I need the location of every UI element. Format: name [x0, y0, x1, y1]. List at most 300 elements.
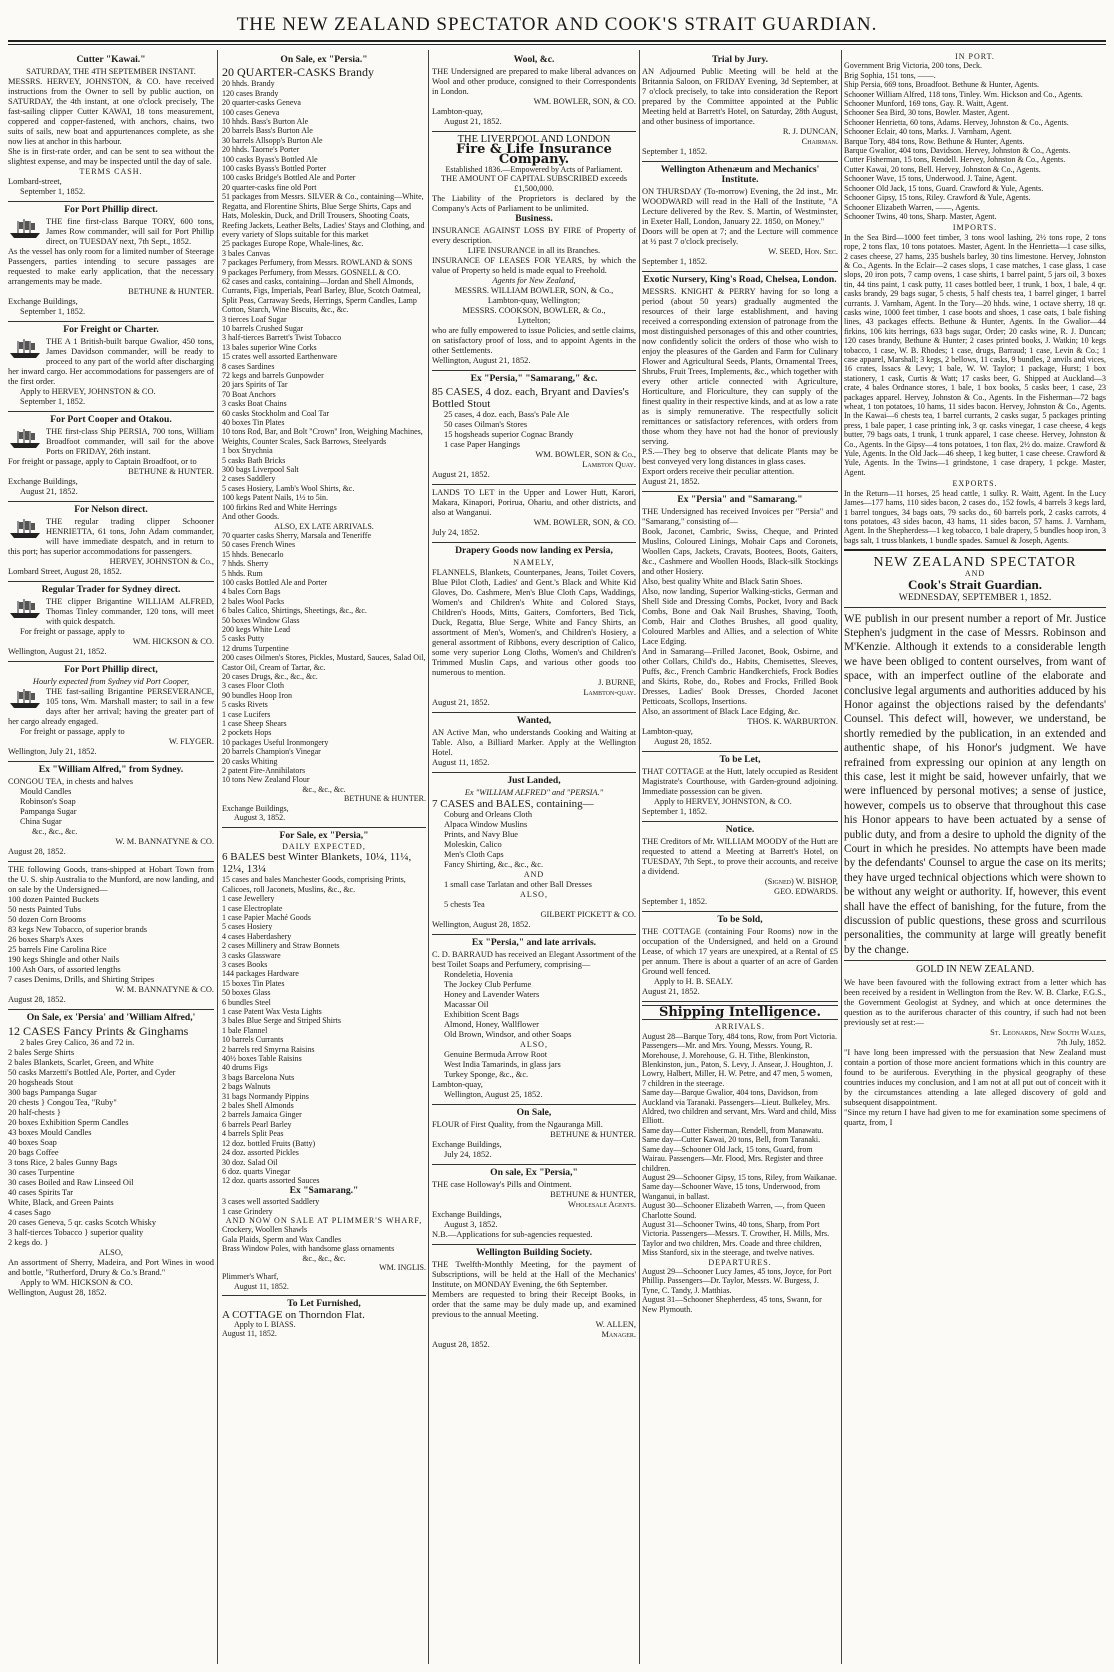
- list-item: 2 bales Wool Packs: [222, 596, 285, 606]
- list-item: 1 case Electroplate: [222, 903, 283, 913]
- in-port-list: [844, 61, 1106, 221]
- list-item: 6 doz. quarts Vinegar: [222, 1166, 291, 1176]
- list-item: 5 casks Putty: [222, 634, 265, 644]
- advert-body: ON THURSDAY (To-morrow) Evening, the 2d inst., Mr. WOODWARD will read in the Hall of the Institute, "A Lecture delivered by the Rev. S. Martin, of Westminster, in Exeter Hall, London, January 22. 1850, on Money.": [642, 187, 838, 226]
- list-item: Moleskin, Calico: [444, 840, 502, 850]
- list-item: 2 bales Shell Almonds: [222, 1101, 294, 1111]
- section-title: Shipping Intelligence.: [642, 1005, 838, 1020]
- list-item: 2 patent Fire-Annihilators: [222, 766, 306, 776]
- list-item: And other Goods.: [222, 512, 280, 522]
- imports-text: In the Sea Bird—1000 feet timber, 3 tons wool lashing, 2½ tons rope, 2 tons rope, 2 tons flax, 10 tons potatoes. Master, Agent. In the Henrietta—1 case silks, 2 cases cheese, 27 hams, 235 bushels barley, 30 tins limestone. Hervey, Johnston & Co., Agents. In the Eclair—2 cases slops, 1 case matches, 1 case glass, 1 case slops, 20 iron pots, 7 camp ovens, 1 case shirts, 1 barrel paint, 5 jars oil, 3 boxes tin, 44 tins paint, 1 cask putty, 11 cases bottled beer, 1 trunk, 1 box, 1 bale, 4 qr. casks brandy, 29 bags sugar, 5 chests, 5 half chests tea, 1 barrel ginger, 1 barrel currants. J. Varnham, Agent. In the Tory—20 hhds. wine, 1 octave sherry, 18 qr. casks wine, 1000 feet timber, 1 case boots and shoes, 1 case oats, 1 bale fishing lines, 43 packages effects. Bethune & Hunter, Agents. In the Gwalior—44 firkins, 106 kits herrings, 633 bags sugar, Order; 20 casks wine, R. J. Duncan; 120 cases brandy, Bethune & Hunter; 2 cases printed books, J. Watkin; 10 kegs tobacco, 1 case, W. B. Rhodes; 1 case, drugs, Barraud; 1 case, Levin & Co.; 1 case apparel, Marshall; 3 kegs, 2 bellows, 11 casks, 9 bundles, 2 anvils and vices, 16 crates, Issacs & Levy; 1 bale, W. W. Taylor; 1 package, Hurst; 1 box stationery, 1 cask, Curtis & Watt; 17 casks beer, G. Shipped at Auckland—3 crate, 4 bales Ordnance stores, 1 bale, 1 box books, 5 casks beer, 1 case, 23 packages apparel. Hervey, Johnston & Co., Agents. In the Fisherman—72 bags wheat, 1 ton potatoes, 10 hams, 11 sides bacon. Hervey, Johnston & Co., Agents. In the Kawai—6 chests tea, 1 barrel currants, 2 casks sugar, 5 packages printing press, 1 bale paper, 1 case printing ink, 3 qr. casks vinegar, 1 case cheese, 4 kegs butter, 79 bags oats, 1 trunk, 1 trunk apparel, 1 case cheese. Hervey, Johnston & Co., Agents. In the Gipsy—4 tons potatoes, 1 ton flax, 2½ do. maize. Crawford & Yule, Agents. In the Old Jack—46 sheep, 1 keg butter, 1 case cheese. Crawford & Yule, Agents. In the Twins—1 grindstone, 1 case drapery, 1 pckge. Master, Agent.: [844, 232, 1106, 477]
- list-item: Same day—Barque Gwalior, 404 tons, Davidson, from Auckland via Taranaki. Passengers—Lieut. Bulkeley, Mrs. Aldred, two children and servant, Mrs. Ward and child, Miss Elliott.: [642, 1088, 837, 1126]
- list-item: 50 dozen Corn Brooms: [8, 915, 86, 924]
- masthead-rule-thin: [8, 44, 1106, 45]
- advert-also: ALSO, EX LATE ARRIVALS.: [274, 521, 374, 531]
- advert-established: Established 1836.—Empowered by Acts of Parliament.: [445, 165, 623, 174]
- advert-notice: [642, 822, 838, 912]
- advert-title: For Nelson direct.: [74, 504, 148, 515]
- list-item: Prints, and Navy Blue: [444, 830, 518, 840]
- list-item: 2 barrels red Smyrna Raisins: [222, 1044, 315, 1054]
- list-item: Government Brig Victoria, 200 tons, Deck.: [844, 61, 983, 71]
- list-item: 100 casks Byass's Bottled Porter: [222, 164, 327, 174]
- advert-address: Lambton-quay,: [642, 727, 693, 736]
- list-item: 10 packages Useful Ironmongery: [222, 737, 329, 747]
- advert-address: Exchange Buildings,: [8, 297, 78, 306]
- advert-dated: August 21, 1852.: [20, 487, 78, 496]
- column-5: [844, 52, 1106, 1664]
- list-item: 3 cases Floor Cloth: [222, 681, 284, 691]
- list-item: Pampanga Sugar: [20, 807, 77, 816]
- list-item: 3 tons Rice, 2 bales Gunny Bags: [8, 1158, 118, 1167]
- list-item: 200 kegs White Lead: [222, 624, 291, 634]
- list-item: 100 casks Bridge's Bottled Ale and Porter: [222, 173, 356, 183]
- list-item: Cutter Fisherman, 15 tons, Rendell. Hervey, Johnston & Co., Agents.: [844, 155, 1066, 165]
- advert-subtitle: NAMELY,: [513, 558, 555, 568]
- list-item: 70 quarter casks Sherry, Marsala and Teneriffe: [222, 530, 372, 540]
- advert-body: CONGOU TEA, in chests and halves: [8, 777, 133, 786]
- list-item: Robinson's Soap: [20, 797, 76, 806]
- advert-signature: Manager.: [601, 1330, 636, 1340]
- advert-title: To be Sold,: [717, 914, 763, 925]
- advert-address: Exchange Buildings,: [8, 477, 78, 486]
- list-item: 4 cases Haberdashery: [222, 931, 292, 941]
- list-item: Same day—Schooner Old Jack, 15 tons, Guard, from Wairau. Passengers—Mr. Flood, Mrs. Register and three children.: [642, 1144, 824, 1173]
- advert-address: Exchange Buildings,: [432, 1140, 502, 1150]
- section-subtitle: EXPORTS.: [952, 479, 998, 489]
- advert-dated: September 1, 1852.: [20, 307, 86, 316]
- letter-body: "Since my return I have had given to me for examination some specimens of quartz, from, I: [844, 1108, 1106, 1128]
- advert-building-society: [432, 1245, 636, 1354]
- advert-bottled-stout: [432, 371, 636, 485]
- advert-body: Export orders receive their peculiar attention.: [642, 467, 795, 476]
- advert-dated: July 24, 1852.: [432, 528, 480, 538]
- advert-dated: August 28, 1852.: [654, 737, 712, 746]
- list-item: 20 cases Drugs, &c., &c., &c.: [222, 672, 318, 681]
- advert-dated: August 21, 1852.: [432, 698, 490, 708]
- advert-dated: August 21, 1852.: [642, 987, 700, 996]
- advert-persia-blankets: [222, 828, 426, 1297]
- list-item: 1 case Papier Maché Goods: [222, 912, 311, 922]
- list-item: Barque Tory, 484 tons, Row. Bethune & Hunter, Agents.: [844, 136, 1025, 146]
- advert-dated: Wellington, August 21, 1852.: [432, 356, 531, 366]
- advert-title: Trial by Jury.: [711, 54, 769, 65]
- advert-sydney: [8, 582, 214, 662]
- list-item: 72 kegs and barrels Gunpowder: [222, 371, 324, 380]
- advert-etc: &c., &c., &c.: [302, 1253, 346, 1263]
- advert-flour: [432, 1105, 636, 1165]
- list-item: 7 cases Denims, Drills, and Shirting Stripes: [8, 975, 155, 984]
- advert-warburton: [642, 492, 838, 752]
- advert-body: FLOUR of First Quality, from the Ngauranga Mill.: [432, 1120, 603, 1130]
- advert-trial-by-jury: [642, 52, 838, 162]
- advert-body: AN Adjourned Public Meeting will be held at the Britannia Saloon, on FRIDAY Evening, 3d September, at 7 o'clock precisely, to take into consideration the Report prepared by the Committee appointed at the Public Meeting held at Barrett's Hotel, on Saturday, 28th August, and other business of importance.: [642, 67, 838, 126]
- list-item: 2 kegs do. }: [8, 1238, 49, 1247]
- advert-signature: J. BURNE,: [598, 678, 636, 688]
- advert-signature: GEO. EDWARDS.: [774, 887, 838, 896]
- advert-apply: Apply to WM. HICKSON & CO.: [20, 1278, 133, 1287]
- advert-body: As the vessel has only room for a limited number of Steerage Passengers, parties intending to secure passages are requested to make early application, that the necessary arrangements may be made.: [8, 247, 214, 286]
- list-item: Same day—Schooner Wave, 15 tons, Underwood, from Wanganui, in ballast.: [642, 1182, 821, 1201]
- list-item: 8 cases Sardines: [222, 361, 275, 371]
- list-item: 50 cases Oilman's Stores: [444, 420, 528, 430]
- advert-body: MESSRS. KNIGHT & PERRY having for so long a period (about 50 years) gradually augmented the resources of their large establishment, and having received a corresponding extension of patronage from the most distinguished personages of this and other countries, now confidently solicit the orders of those who wish to enjoy the pleasures of the Garden and Farm for Culinary Flower and Agricultural Seeds, Plants, Ornamental Trees, Shrubs, Fruit Trees, Implements, &c., which together with every other article connected with Agriculture, Horticulture, and Floriculture, they can supply of the finest quality in their respective kinds, and at as low a rate as is simply remunerative. The respectfully solicit remittances or satisfactory references, with orders from those whom they have not had the honor of previously serving.: [642, 287, 838, 446]
- list-item: 20 hogsheads Stout: [8, 1078, 74, 1087]
- advert-body: FLANNELS, Blankets, Counterpanes, Jeans, Toilet Covers, Blue Pilot Cloth, Ladies' and Gent.'s Black and White Kid Gloves, Do. Cashmere, Men's Blue Cloth Caps, Waddings, Women's and Children's White and Colored Stays, Children's Hoods, Mitts, Gaiters, Comforters, Bed Tick, Duck, Regatta, Blue Serge, White and Fancy Shirts, an assortment of Men's, Women's, and Children's Hosiery, a general assortment of Ribbons, every description of Calico, some very superior Long Cloths, Women's and Children's Trimmed Muslin Caps, and various other goods too numerous to mention.: [432, 568, 636, 678]
- advert-body: THE Twelfth-Monthly Meeting, for the payment of Subscriptions, will be held at the Hall of the Mechanics' Institute, on MONDAY Evening, the 6th September.: [432, 1260, 636, 1290]
- list-item: 40 boxes Soap: [8, 1138, 57, 1147]
- list-item: Honey and Lavender Waters: [444, 990, 540, 1000]
- advert-signature: W. M. BANNATYNE & CO.: [115, 837, 214, 846]
- list-item: 60 casks Stockholm and Coal Tar: [222, 408, 330, 418]
- advert-title: Notice.: [725, 824, 755, 835]
- list-item: 40 drums Figs: [222, 1063, 268, 1073]
- advert-body: The Liability of the Proprietors is declared by the Company's Acts of Parliament to be unlimited.: [432, 194, 636, 214]
- list-item: Same day—Cutter Fisherman, Rendell, from Manawatu.: [642, 1125, 824, 1135]
- advert-signature: WM. INGLIS.: [379, 1262, 426, 1272]
- advert-signature: WM. BOWLER, SON, & CO.: [533, 518, 636, 528]
- list-item: 100 Ash Oars, of assorted lengths: [8, 965, 121, 974]
- advert-lead: 6 BALES best Winter Blankets, 10¼, 11¼, 12¼, 13¼: [222, 851, 412, 876]
- list-item: Schooner Eclair, 40 tons, Marks. J. Varnham, Agent.: [844, 127, 1012, 137]
- advert-subtitle: AND NOW ON SALE AT PLIMMER'S WHARF,: [225, 1215, 423, 1225]
- advert-dated: August 11, 1852.: [234, 1281, 289, 1291]
- list-item: 2 barrels Jamaica Ginger: [222, 1110, 302, 1120]
- advert-dated: July 24, 1852.: [444, 1150, 492, 1160]
- advert-body: INSURANCE AGAINST LOSS BY FIRE of Property of every description.: [432, 226, 636, 246]
- advert-dated: August 11, 1852.: [432, 758, 490, 768]
- advert-date: SATURDAY, THE 4TH SEPTEMBER INSTANT.: [26, 67, 196, 76]
- list-item: Macassar Oil: [444, 1000, 489, 1010]
- advert-subtitle: Agents for New Zealand,: [492, 276, 576, 286]
- section-subtitle: IN PORT.: [955, 52, 995, 61]
- advert-body: THE COTTAGE (containing Four Rooms) now in the occupation of the Undersigned, and held on a Ground Lease, of which 17 years are unexpired, at a Rental of £5 per annum. There is about a quarter of an acre of Garden Ground well fenced.: [642, 927, 838, 976]
- advert-body: C. D. BARRAUD has received an Elegant Assortment of the best Toilet Soaps and Perfumery, comprising—: [432, 950, 636, 970]
- advert-subtitle: DAILY EXPECTED,: [282, 841, 366, 851]
- section-subtitle: ARRIVALS.: [715, 1022, 765, 1032]
- advert-body: THE Creditors of Mr. WILLIAM MOODY of the Hutt are requested to attend a Meeting at Barrett's Hotel, on TUESDAY, 7th Sept., to prove their accounts, and receive a dividend.: [642, 837, 838, 876]
- list-item: 83 kegs New Tobacco, of superior brands: [8, 925, 148, 934]
- advert-barraud: [432, 935, 636, 1105]
- list-item: 1 bale Flannel: [222, 1025, 268, 1035]
- list-item: Almond, Honey, Wallflower: [444, 1020, 539, 1030]
- list-item: Alpaca Window Muslins: [444, 820, 528, 830]
- list-item: 50 casks Marzetti's Bottled Ale, Porter, and Cyder: [8, 1068, 176, 1077]
- advert-dated: Wellington, August 28, 1852.: [8, 1288, 107, 1297]
- list-item: 15 crates well assorted Earthenware: [222, 352, 338, 362]
- advert-dated: August 21, 1852.: [444, 117, 502, 126]
- departures-list: [642, 1267, 838, 1314]
- list-item: Schooner Wave, 15 tons, Underwood. J. Taine, Agent.: [844, 174, 1017, 184]
- advert-dated: September 1, 1852.: [642, 897, 708, 906]
- advert-lead: 12 CASES Fancy Prints & Ginghams: [8, 1024, 189, 1038]
- list-item: 15 hogsheads superior Cognac Brandy: [444, 430, 574, 440]
- agent-address: Lambton-quay, Wellington;: [487, 296, 581, 306]
- column-rule: [639, 50, 640, 1664]
- goods-list: [222, 79, 426, 521]
- advert-wool: [432, 52, 636, 132]
- list-item: 70 Boat Anchors: [222, 389, 276, 399]
- list-item: 4 cases Sago: [8, 1208, 51, 1217]
- list-item: 20 bags Coffee: [8, 1148, 59, 1157]
- list-item: Same day—Cutter Kawai, 20 tons, Bell, from Taranaki.: [642, 1135, 821, 1145]
- letter-date: 7th July, 1852.: [1056, 1038, 1106, 1048]
- advert-signature: Chairman.: [801, 137, 838, 146]
- advert-body: Book, Jaconet, Cambric, Swiss, Cheque, and Printed Muslins, Coloured Linings, Mohair Caps and Coronets, Woollen Caps, Jackets, Cravats, Bootees, Boots, Gaiters, &c., Cashmere and Woollen Hoods, Black-silk Stockings and other Hosiery.: [642, 527, 838, 576]
- list-item: White, Black, and Green Paints: [8, 1198, 114, 1207]
- advert-title: For Port Phillip direct,: [64, 664, 158, 675]
- list-item: Schooner Gipsy, 15 tons, Riley. Crawford & Yule, Agents.: [844, 193, 1031, 203]
- list-item: 1 case Patent Wax Vesta Lights: [222, 1007, 322, 1016]
- advert-charter: [8, 322, 214, 412]
- list-item: 5 cases Hosiery: [222, 922, 273, 932]
- ship-icon: [8, 687, 42, 709]
- editorial-body: We have been favoured with the following extract from a letter which has been received by a resident in Wellington from the Rev. W. B. Clarke, F.G.S., the Government Geologist at Sydney, and which at once determines the question as to the auriferous character of this country, if such had not been previously set at rest:—: [844, 978, 1106, 1028]
- advert-subtitle: Ex "WILLIAM ALFRED" and "PERSIA.": [464, 788, 604, 798]
- list-item: Schooner Munford, 169 tons, Gay. R. Waitt, Agent.: [844, 99, 1009, 109]
- advert-hutt-cottage: [642, 752, 838, 822]
- list-item: 100 cases Geneva: [222, 107, 280, 117]
- letter-body: "I have long been impressed with the persuasion that New Zealand must contain a portion of those more ancient formations which in this country are found to be auriferous. Everything in the physical geography of these countries induces my conclusion, and I am not at all put out of conceit with it by the circumstances attending a late alleged discovery of gold and subsequent disappointment.: [844, 1048, 1106, 1108]
- list-item: 50 nests Painted Tubs: [8, 905, 81, 914]
- list-item: 5 hhds. Rum: [222, 568, 263, 578]
- list-item: 3 cases well assorted Saddlery: [222, 1197, 320, 1207]
- list-item: 2 cases Millinery and Straw Bonnets: [222, 941, 340, 951]
- list-item: 100 kegs Patent Nails, 1½ to 5in.: [222, 493, 328, 503]
- ship-icon: [8, 337, 42, 359]
- list-item: 4 barrels Split Peas: [222, 1129, 284, 1139]
- list-item: 2 cases Saddlery: [222, 474, 276, 484]
- advert-signature: BETHUNE & HUNTER.: [344, 794, 426, 804]
- advert-exotic-nursery: [642, 272, 838, 492]
- advert-terms: TERMS CASH.: [79, 167, 143, 176]
- advert-title: Regular Trader for Sydney direct.: [41, 584, 181, 595]
- list-item: 3 half-tierces Tobacco } superior quality: [8, 1228, 144, 1237]
- advert-also: ALSO,: [99, 1248, 123, 1257]
- column-rule: [217, 50, 218, 1664]
- list-item: Barque Gwalior, 404 tons, Davidson. Hervey, Johnston & Co., Agents.: [844, 146, 1071, 156]
- list-item: 24 doz. assorted Pickles: [222, 1148, 299, 1158]
- agent-name: MESSRS. WILLIAM BOWLER, SON, & Co.,: [454, 286, 614, 296]
- list-item: 12 doz. bottled Fruits (Batty): [222, 1138, 316, 1148]
- list-item: August 31—Schooner Twins, 40 tons, Sharp, from Port Victoria. Passengers—Messrs. T. Crowther, H. Mills, Mrs. Taylor and two children, Mrs. Coade and three children, Miss Stanford, six in the steerage, and twelve natives.: [642, 1219, 830, 1258]
- list-item: Exhibition Scent Bags: [444, 1010, 519, 1020]
- list-item: 3 casks Glassware: [222, 950, 281, 960]
- list-item: 3 cases Books: [222, 959, 268, 969]
- list-item: 1 case Lucifers: [222, 709, 271, 719]
- list-item: August 29—Schooner Lucy James, 45 tons, Joyce, for Port Phillip. Passengers—Dr. Taylor, Messrs. W. Burgess, J. Tyne, C. Tandy, J. Matthias.: [642, 1266, 832, 1295]
- list-item: Schooner Old Jack, 15 tons, Guard. Crawford & Yule, Agents.: [844, 183, 1044, 193]
- list-item: 7 hhds. Sherry: [222, 559, 269, 569]
- advert-signature: Lambton Quay.: [582, 460, 636, 470]
- advert-signature: W. M. BANNATYNE & CO.: [115, 985, 214, 994]
- list-item: Cutter Kawai, 20 tons, Bell. Hervey, Johnston & Co., Agents.: [844, 164, 1041, 174]
- list-item: 20 jars Spirits of Tar: [222, 380, 288, 390]
- list-item: 120 cases Brandy: [222, 88, 279, 98]
- advert-body: LIFE INSURANCE in all its Branches.: [467, 246, 601, 256]
- list-item: 20 hhds. Brandy: [222, 79, 275, 89]
- advert-title: Wanted,: [516, 715, 552, 727]
- advert-title: Exotic Nursery, King's Road, Chelsea, London.: [643, 274, 837, 285]
- list-item: 10 barrels Crushed Sugar: [222, 323, 304, 333]
- advert-title: Ex "William Alfred," from Sydney.: [38, 764, 184, 775]
- advert-title: To Let Furnished,: [287, 1298, 361, 1310]
- advert-body: Also, an assortment of Black Lace Edging, &c.: [642, 707, 801, 716]
- advert-and: AND: [523, 870, 545, 880]
- list-item: Schooner Elizabeth Warren, ——, Agents.: [844, 202, 980, 212]
- ship-icon: [8, 517, 42, 539]
- advert-address: Plimmer's Wharf,: [222, 1272, 279, 1282]
- advert-signature: BETHUNE & HUNTER,: [550, 1190, 636, 1200]
- list-item: 5 casks Bath Bricks: [222, 455, 286, 465]
- list-item: Turkey Sponge, &c., &c.: [444, 1070, 529, 1080]
- list-item: Crockery, Woollen Shawls: [222, 1225, 308, 1235]
- list-item: 3 tierces Loaf Sugar: [222, 314, 287, 324]
- advert-capital: THE AMOUNT OF CAPITAL SUBSCRIBED exceeds £1,500,000.: [440, 174, 628, 194]
- advert-body: THAT COTTAGE at the Hutt, lately occupied as Resident Magistrate's Courthouse, with Garden-ground adjoining. Immediate possession can be given.: [642, 767, 838, 796]
- advert-persia-brandy: [222, 52, 426, 828]
- advert-title: On sale, Ex "Persia,": [490, 1167, 578, 1179]
- list-item: 20 chests } Congou Tea, "Ruby": [8, 1098, 117, 1107]
- list-item: 20 casks Whiting: [222, 756, 278, 766]
- advert-body: For freight or passage, apply to Captain Broadfoot, or to: [8, 457, 197, 466]
- advert-signature: W. FLYGER.: [168, 737, 214, 746]
- list-item: 5 cases Hosiery, Lamb's Wool Shirts, &c.: [222, 483, 355, 493]
- advert-to-be-sold: [642, 912, 838, 1002]
- list-item: 20 half-chests }: [8, 1108, 61, 1117]
- list-item: August 29—Schooner Gipsy, 15 tons, Riley, from Waikanae.: [642, 1172, 837, 1182]
- advert-apply: Apply to HERVEY, JOHNSTON & CO.: [20, 387, 156, 396]
- section-subtitle: DEPARTURES.: [708, 1257, 772, 1267]
- advert-just-landed: [432, 773, 636, 935]
- advert-hobart: [8, 862, 214, 1010]
- shipping-in-port: [844, 52, 1106, 545]
- list-item: 2 pockets Hops: [222, 728, 272, 738]
- list-item: Ship Persia, 669 tons, Broadfoot. Bethune & Hunter, Agents.: [844, 80, 1039, 90]
- advert-title: For Freight or Charter.: [63, 324, 159, 335]
- list-item: 6 bales Calico, Shirtings, Sheetings, &c., &c.: [222, 606, 367, 616]
- advert-signature: (Signed) W. BISHOP,: [764, 877, 838, 886]
- advert-body: Members are requested to bring their Receipt Books, in order that the same may be duly made up, and examined previous to the annual Meeting.: [432, 1290, 636, 1320]
- advert-drapery: [432, 543, 636, 713]
- advert-title: THE LIVERPOOL AND LONDON: [457, 134, 611, 145]
- list-item: Schooner Henrietta, 60 tons, Adams. Hervey, Johnston & Co., Agents.: [844, 117, 1069, 127]
- advert-address: Lambton-quay,: [432, 107, 483, 116]
- list-item: Brig Sophia, 151 tons, ——.: [844, 70, 936, 80]
- advert-title: On Sale,: [516, 1107, 552, 1119]
- advert-body: She is in first-rate order, and can be sent to sea without the slightest expense, and may be inspected until the day of sale.: [8, 147, 214, 166]
- list-item: 4 bales Corn Bags: [222, 587, 281, 597]
- agent-address: Lyttelton;: [517, 316, 551, 326]
- column-4: [642, 52, 838, 1664]
- list-item: Old Brown, Windsor, and other Soaps: [444, 1030, 572, 1040]
- advert-subtitle: Ex "Samarang.": [289, 1184, 359, 1196]
- list-item: 6 bundles Steel: [222, 997, 271, 1007]
- list-item: 3 casks Boat Chains: [222, 399, 287, 409]
- list-item: Genuine Bermuda Arrow Root: [444, 1050, 548, 1060]
- advert-lands: [432, 485, 636, 543]
- list-item: 13 bales superior Wine Corks: [222, 342, 317, 352]
- advert-signature: HERVEY, JOHNSTON & Co.,: [109, 557, 214, 566]
- list-item: Fancy Shirting, &c., &c., &c.: [444, 860, 544, 870]
- advert-lead: 7 CASES and BALES, containing—: [432, 798, 594, 811]
- advert-body: Also, now landing, Superior Walking-sticks, German and Shell Side and Dressing Combs, Pocket, Ivory and Back Combs, Bone and Oak Nail Brushes, Shaving, Tooth, Comb, Hair and Clothes Brushes, all good quality, Coloured Marbles and Allies, and a selection of White Lace Edging.: [642, 587, 838, 646]
- advert-etc: &c., &c., &c.: [302, 784, 346, 794]
- advert-title: On Sale, ex "Persia.": [280, 54, 368, 65]
- masthead: THE NEW ZEALAND SPECTATOR AND COOK'S STRAIT GUARDIAN.: [236, 14, 878, 35]
- advert-title: Wellington Building Society.: [476, 1247, 592, 1259]
- advert-persia-alfred: [8, 1010, 214, 1302]
- list-item: 31 bags Normandy Pippins: [222, 1091, 309, 1101]
- advert-signature: WM. BOWLER, SON, & CO.: [533, 97, 636, 106]
- advert-body: who are fully empowered to issue Policies, and settle claims, on satisfactory proof of loss, and to appoint Agents in the other Settlements.: [432, 326, 636, 356]
- editorial: [844, 549, 1106, 1128]
- list-item: 30 barrels Allsopp's Burton Ale: [222, 135, 323, 145]
- editorial-body: WE publish in our present number a report of Mr. Justice Stephen's judgment in the case of Messrs. Robinson and M'Kenzie. Although it extends to a considerable length we have been obliged to content ourselves, from want of space, with an imperfect outline of the elaborate and conclusive legal arguments and authorities adduced by his Honor against the objections raised by the defendants' Counsel. This defect will, however, we understand, be shortly remedied by the publication, in an extended and authentic shape, of his Honor's judgment. We have refrained from expressing our opinion at any length on this case, lest it might be said, however unfairly, that we were influenced by personal motives; a sense of justice, however, compels us to observe that throughout this case his Honor appears to have been actuated by a sense of public duty, and from a desire to uphold the dignity of the Court in which he presides. No attempts have been made by the defendants' Counsel to argue the case on its merits; they have urged technical objections which were shown to be without any weight or authority. If, however, this event shall have the effect of banishing, for the future, from the discussion of public questions, these gross and scurrilous personalities, the community at large will greatly benefit by the change.: [844, 612, 1106, 956]
- advert-body: A COTTAGE on Thorndon Flat.: [222, 1308, 365, 1321]
- advert-signature: BETHUNE & HUNTER.: [128, 467, 214, 476]
- advert-port-phillip: [8, 202, 214, 322]
- advert-body: And in Samarang—Frilled Jaconet, Book, Osbirne, and other Collars, Child's do., Habits, Chemisettes, Sleeves, Puffs, &c., French Cambric Handkerchiefs, Frock Bodies and Skirts, Robe, do., Robes and Frocks, Frilled Book Dresses, Ladies' Book Dresses, Chorded Jaconet Petticoats, Scollops, Insertions.: [642, 647, 838, 706]
- column-3: [432, 52, 636, 1664]
- advert-kawai: [8, 52, 214, 202]
- advert-dated: August 3, 1852.: [444, 1220, 498, 1230]
- list-item: 50 boxes Window Glass: [222, 615, 300, 625]
- list-item: 300 bags Liverpool Salt: [222, 465, 299, 475]
- list-item: Schooner William Alfred, 118 tons, Tinley. Wm. Hickson and Co., Agents.: [844, 89, 1083, 99]
- advert-dated: September 1, 1852.: [642, 807, 708, 816]
- editorial-title: NEW ZEALAND SPECTATOR: [873, 555, 1077, 571]
- advert-title: Ex "Persia," and late arrivals.: [471, 937, 597, 949]
- list-item: 20 hhds. Taorne's Porter: [222, 145, 300, 155]
- editorial-date: WEDNESDAY, SEPTEMBER 1, 1852.: [844, 592, 1106, 607]
- advert-dated: August 28, 1852.: [8, 847, 66, 856]
- advert-body: LANDS TO LET in the Upper and Lower Hutt, Karori, Makara, Kinapori, Porirua, Ohariu, and other districts, and also at Wanganui.: [432, 488, 636, 518]
- shipping-intelligence: [642, 1002, 838, 1318]
- list-item: 3 bags Barcelona Nuts: [222, 1072, 295, 1082]
- advert-body: INSURANCE OF LEASES FOR YEARS, by which the value of Property so held is made equal to Freehold.: [432, 256, 636, 276]
- list-item: 1 case Grindery: [222, 1206, 273, 1216]
- advert-dated: September 1, 1852.: [20, 397, 86, 406]
- advert-dated: August 28, 1852.: [432, 1340, 490, 1350]
- list-item: 2 bales Blankets, Scarlet, Green, and White: [8, 1058, 154, 1067]
- advert-title: For Port Cooper and Otakou.: [50, 414, 172, 425]
- advert-port-phillip-2: [8, 662, 214, 762]
- letter-location: St. Leonards, New South Wales,: [990, 1028, 1106, 1038]
- advert-body: THE following Goods, trans-shipped at Hobart Town from the U. S. ship Australia to the Munford, are now landing, and on sale by the Undersigned—: [8, 865, 214, 894]
- list-item: Brass Window Poles, with handsome glass ornaments: [222, 1244, 395, 1254]
- advert-title: Drapery Goods now landing ex Persia,: [455, 545, 613, 557]
- list-item: 20 quarter-casks Geneva: [222, 98, 301, 108]
- advert-title: Ex "Persia" and "Samarang.": [677, 494, 803, 505]
- list-item: 12 doz. quarts assorted Sauces: [222, 1176, 320, 1186]
- advert-body: P.S.—They beg to observe that delicate Plants may be best conveyed very long distances in glass cases.: [642, 447, 838, 466]
- advert-dated: August 21, 1852.: [642, 477, 700, 486]
- list-item: 5 casks Rivets: [222, 700, 268, 710]
- list-item: 3 half-tierces Barrett's Twist Tobacco: [222, 333, 342, 343]
- list-item: 62 cases and casks, containing—Jordan and Shell Almonds, Currants, Figs, Imperials, Pearl Barley, Blue, Scotch Oatmeal, Split Peas, Carraway Seeds, Herrings, Sperm Candles, Lamp Cotton, Starch, Wine Biscuits, &c., &c.: [222, 276, 421, 315]
- list-item: The Jockey Club Perfume: [444, 980, 532, 990]
- list-item: 40 cases Spirits Tar: [8, 1188, 74, 1197]
- advert-note: N.B.—Applications for sub-agencies requested.: [432, 1230, 593, 1240]
- list-item: 12 drums Turpentine: [222, 643, 289, 653]
- advert-signature: WM. BOWLER, SON & Co.,: [535, 450, 636, 460]
- list-item: Schooner Twins, 40 tons, Sharp. Master, Agent.: [844, 211, 997, 221]
- list-item: 15 boxes Tin Plates: [222, 978, 285, 988]
- advert-signature: BETHUNE & HUNTER.: [550, 1130, 636, 1140]
- list-item: 90 bundles Hoop Iron: [222, 690, 292, 700]
- list-item: 10 hhds. Bass's Burton Ale: [222, 117, 309, 127]
- advert-apply: Apply to HERVEY, JOHNSTON, & CO.: [654, 797, 792, 806]
